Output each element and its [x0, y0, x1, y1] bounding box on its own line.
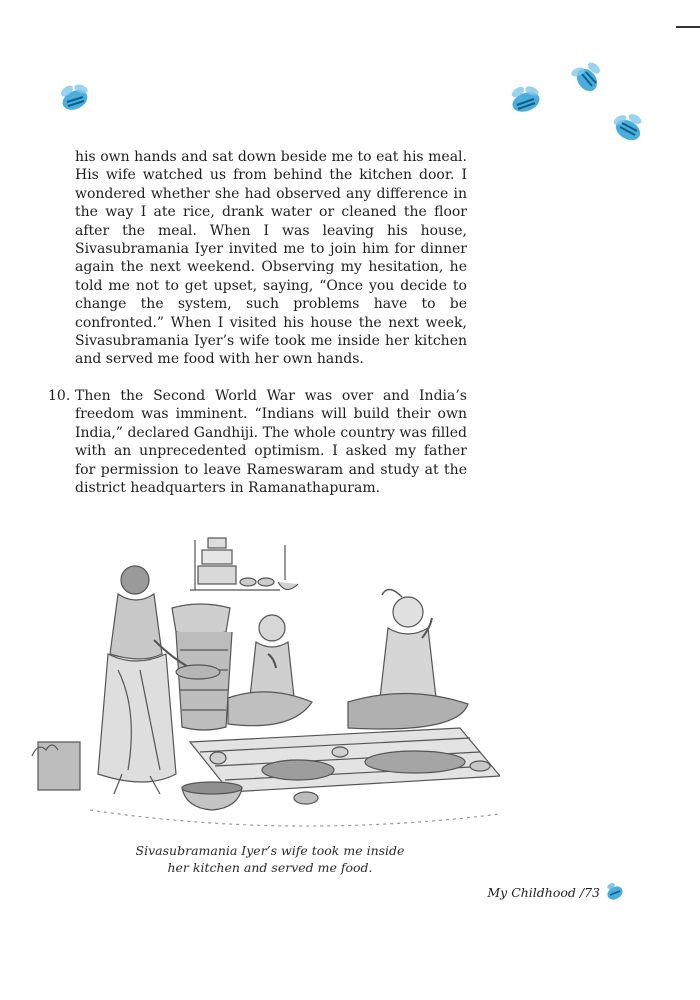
bee-icon — [608, 110, 648, 146]
paragraph-number: 10. — [48, 388, 71, 404]
caption-line: her kitchen and served me food. — [167, 860, 373, 875]
running-footer: My Childhood /73 — [487, 885, 600, 900]
bee-icon — [504, 84, 546, 118]
caption-line: Sivasubramania Iyer’s wife took me inside — [135, 843, 405, 858]
bee-icon — [55, 82, 95, 116]
top-edge-rule — [676, 26, 700, 28]
bee-icon — [603, 880, 627, 904]
paragraph-continued: his own hands and sat down beside me to eat his meal. His wife watched us from behind the kitchen door. I wondered whether she had observed any difference in the way I ate rice, drank water or cleaned the floor after the meal. When I was leaving his house, Sivasubramania Iyer invited me to join him for dinner again the next weekend. Observing my hesitation, he told me not to get upset, saying, “Once you decide to change the system, such problems have to be confronted.” When I visited his house the next week, Sivasubramania Iyer’s wife took me inside her kitchen and served me food with her own hands. — [75, 149, 467, 368]
bee-icon — [568, 58, 606, 98]
paragraph-10: Then the Second World War was over and India’s freedom was imminent. “Indians will build their own India,” declared Gandhiji. The whole country was filled with an unprecedented optimism. I asked my father for permission to leave Rameswaram and study at the district headquarters in Ramanathapuram. — [75, 388, 467, 497]
kitchen-illustration — [30, 530, 500, 840]
illustration-caption — [110, 842, 430, 876]
